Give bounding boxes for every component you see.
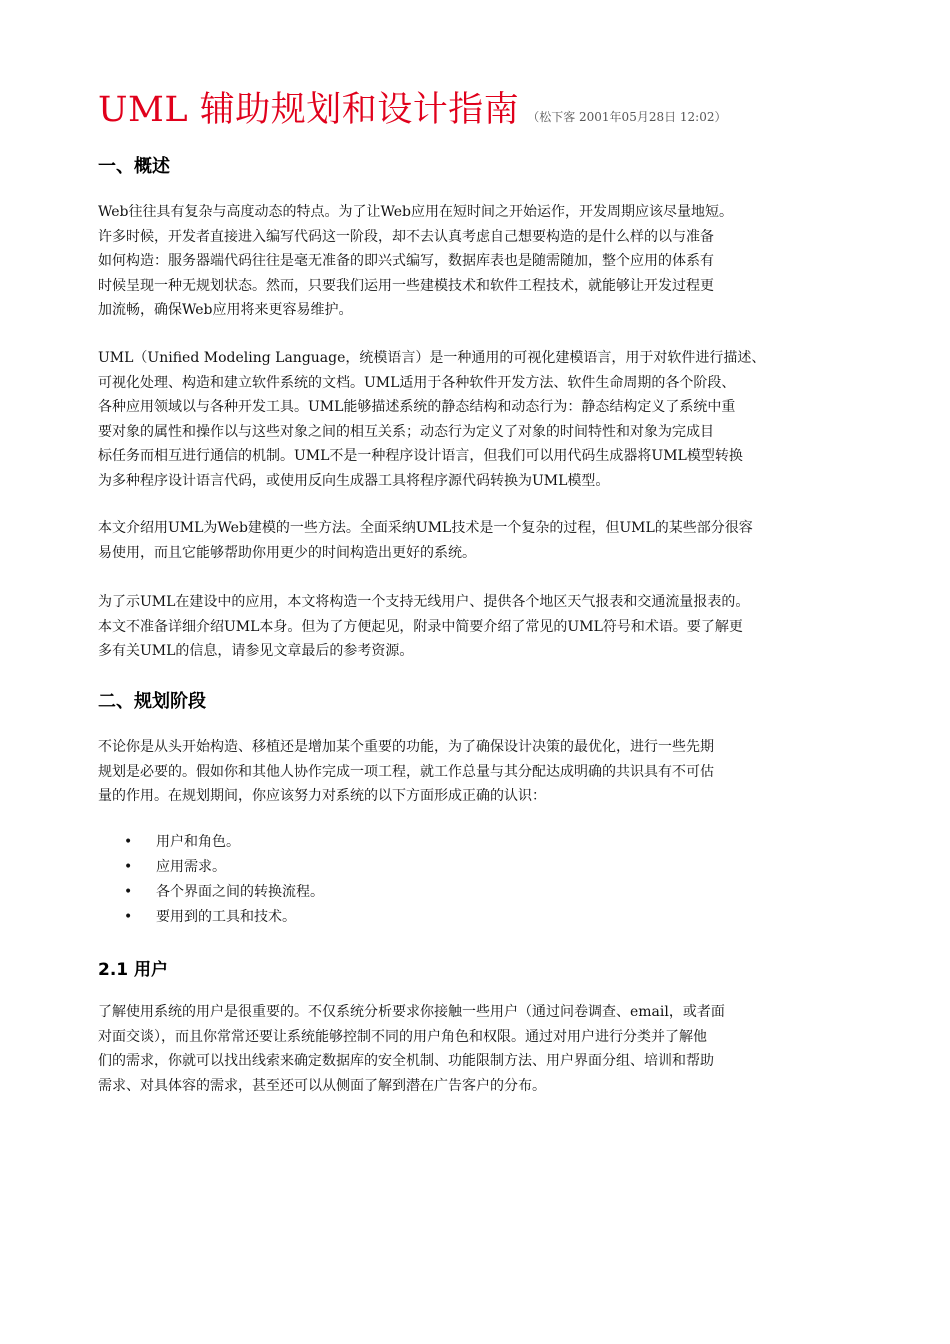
- text-line: 标任务而相互进行通信的机制。UML不是一种程序设计语言，但我们可以用代码生成器将UML模型转换: [98, 448, 743, 464]
- text-line: 加流畅，确保Web应用将来更容易维护。: [98, 302, 353, 318]
- list-item: [98, 880, 324, 905]
- paragraph-users-1: [98, 1000, 868, 1098]
- text-line: 本文介绍用UML为Web建模的一些方法。全面采纳UML技术是一个复杂的过程，但UML的某些部分很容: [98, 520, 753, 536]
- text-line: 为了示UML在建设中的应用，本文将构造一个支持无线用户、提供各个地区天气报表和交通流量报表的。: [98, 594, 750, 610]
- text-line: 了解使用系统的用户是很重要的。不仅系统分析要求你接触一些用户（通过问卷调查、email，或者面: [98, 1004, 725, 1020]
- section-heading-overview: 一、概述: [98, 156, 170, 177]
- text-line: Web往往具有复杂与高度动态的特点。为了让Web应用在短时间之开始运作，开发周期应该尽量地短。: [98, 204, 733, 220]
- bullet-icon: •: [124, 859, 133, 875]
- paragraph-planning-1: [98, 735, 868, 809]
- text-line: UML（Unified Modeling Language，统模语言）是一种通用的可视化建模语言，用于对软件进行描述、: [98, 350, 766, 366]
- text-line: 本文不准备详细介绍UML本身。但为了方便起见，附录中简要介绍了常见的UML符号和术语。要了解更: [98, 618, 743, 635]
- text-line: 易使用，而且它能够帮助你用更少的时间构造出更好的系统。: [98, 544, 476, 561]
- text-line: 多有关UML的信息，请参见文章最后的参考资源。: [98, 643, 414, 659]
- bullet-list: [98, 830, 324, 930]
- text-line: 可视化处理、构造和建立软件系统的文档。UML适用于各种软件开发方法、软件生命周期的各个阶段、: [98, 374, 736, 391]
- section-heading-users: 2.1 用户: [98, 960, 169, 980]
- text-line: 需求、对具体容的需求，甚至还可以从侧面了解到潜在广告客户的分布。: [98, 1077, 546, 1094]
- paragraph-overview-1: [98, 200, 868, 323]
- text-line: 许多时候，开发者直接进入编写代码这一阶段，却不去认真考虑自己想要构造的是什么样的以与准备: [98, 228, 714, 245]
- text-line: 时候呈现一种无规划状态。然而，只要我们运用一些建模技术和软件工程技术，就能够让开发过程更: [98, 277, 714, 294]
- bullet-icon: •: [124, 909, 133, 925]
- text-line: 规划是必要的。假如你和其他人协作完成一项工程，就工作总量与其分配达成明确的共识具有不可估: [98, 763, 714, 780]
- list-item-text: 各个界面之间的转换流程。: [156, 884, 324, 900]
- list-item-text: 应用需求。: [156, 859, 226, 875]
- list-item: [98, 855, 324, 880]
- list-item-text: 要用到的工具和技术。: [156, 909, 296, 925]
- paragraph-overview-3: [98, 516, 868, 565]
- list-item: [98, 830, 324, 855]
- paragraph-overview-2: [98, 346, 868, 493]
- paragraph-overview-4: [98, 590, 868, 664]
- byline: （松下客 2001年05月28日 12:02）: [527, 110, 727, 124]
- text-line: 各种应用领域以与各种开发工具。UML能够描述系统的静态结构和动态行为：静态结构定义了系统中重: [98, 399, 736, 415]
- text-line: 对面交谈），而且你常常还要让系统能够控制不同的用户角色和权限。通过对用户进行分类并了解他: [98, 1028, 707, 1045]
- bullet-icon: •: [124, 884, 133, 900]
- text-line: 要对象的属性和操作以与这些对象之间的相互关系；动态行为定义了对象的时间特性和对象为完成目: [98, 423, 714, 440]
- bullet-icon: •: [124, 834, 133, 850]
- document-title: UML 辅助规划和设计指南: [98, 90, 520, 130]
- text-line: 为多种程序设计语言代码，或使用反向生成器工具将程序源代码转换为UML模型。: [98, 472, 610, 489]
- text-line: 如何构造：服务器端代码往往是毫无准备的即兴式编写，数据库表也是随需随加，整个应用的体系有: [98, 253, 714, 269]
- section-heading-planning: 二、规划阶段: [98, 691, 206, 712]
- text-line: 们的需求，你就可以找出线索来确定数据库的安全机制、功能限制方法、用户界面分组、培训和帮助: [98, 1053, 714, 1069]
- text-line: 量的作用。在规划期间，你应该努力对系统的以下方面形成正确的认识：: [98, 788, 546, 804]
- list-item-text: 用户和角色。: [156, 834, 240, 850]
- list-item: [98, 905, 324, 930]
- text-line: 不论你是从头开始构造、移植还是增加某个重要的功能，为了确保设计决策的最优化，进行一些先期: [98, 739, 714, 755]
- title-row: [98, 82, 727, 132]
